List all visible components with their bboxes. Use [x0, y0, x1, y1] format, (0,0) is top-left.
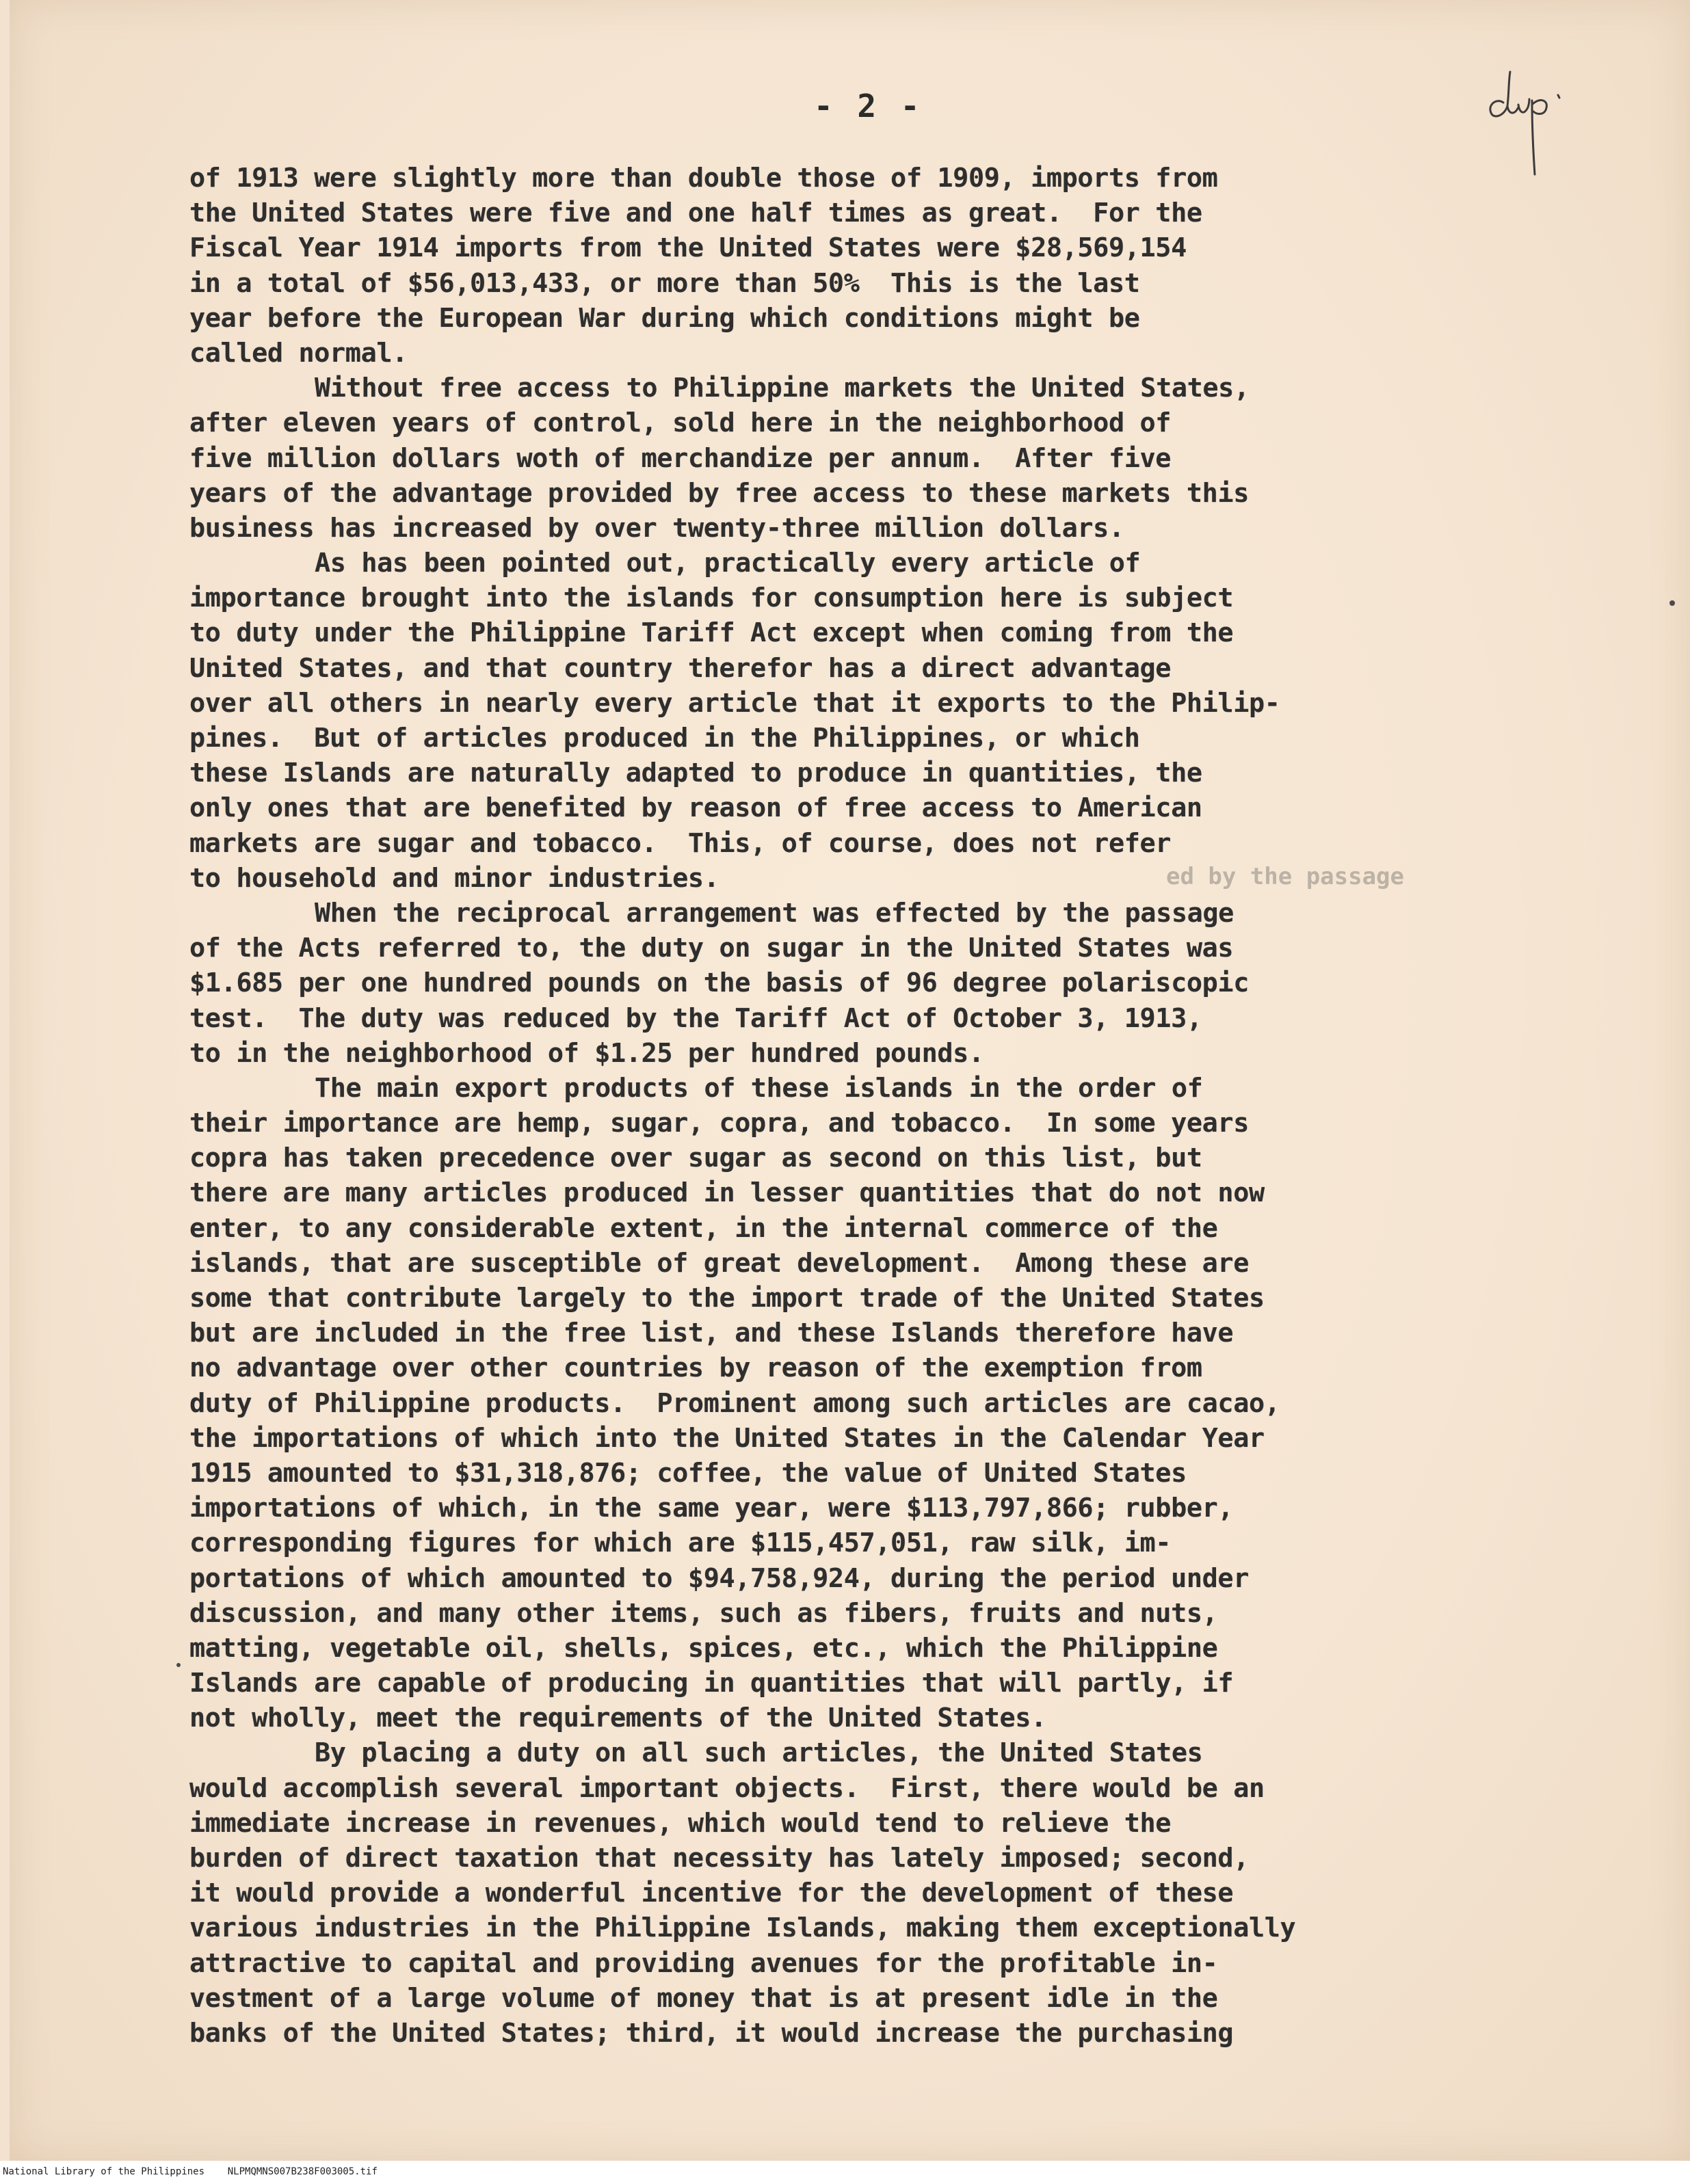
- text-line: no advantage over other countries by reason of the exemption from: [189, 1353, 1202, 1384]
- text-line: but are included in the free list, and these Islands therefore have: [189, 1318, 1234, 1349]
- text-line: discussion, and many other items, such as fibers, fruits and nuts,: [189, 1597, 1218, 1629]
- text-line: these Islands are naturally adapted to produce in quantities, the: [189, 758, 1202, 789]
- text-line: of 1913 were slightly more than double those of 1909, imports from: [189, 163, 1218, 194]
- text-line: vestment of a large volume of money that is at present idle in the: [189, 1982, 1218, 2014]
- text-line: over all others in nearly every article that it exports to the Philip-: [189, 687, 1280, 719]
- text-line: in a total of $56,013,433, or more than 50% This is the last: [189, 267, 1140, 299]
- margin-dot: [1669, 600, 1675, 606]
- text-line: the importations of which into the United States in the Calendar Year: [189, 1422, 1265, 1454]
- footer-source: National Library of the Philippines: [3, 2166, 205, 2177]
- text-line: year before the European War during which conditions might be: [189, 302, 1140, 334]
- text-line: banks of the United States; third, it would increase the purchasing: [189, 2017, 1234, 2049]
- typewritten-body: [189, 161, 1434, 2051]
- handwritten-annotation: [1484, 65, 1580, 181]
- text-line: As has been pointed out, practically every article of: [315, 548, 1141, 579]
- text-line: to household and minor industries.: [189, 862, 719, 894]
- text-line: importations of which, in the same year, were $113,797,866; rubber,: [189, 1493, 1234, 1524]
- text-line: Without free access to Philippine markets the United States,: [315, 373, 1250, 404]
- text-line: of the Acts referred to, the duty on sugar in the United States was: [189, 933, 1234, 964]
- text-line: immediate increase in revenues, which would tend to relieve the: [189, 1807, 1172, 1839]
- text-line: five million dollars woth of merchandize per annum. After five: [189, 442, 1172, 474]
- text-line: burden of direct taxation that necessity has lately imposed; second,: [189, 1843, 1249, 1874]
- text-line: portations of which amounted to $94,758,924, during the period under: [189, 1562, 1249, 1594]
- page-number: - 2 -: [814, 88, 923, 124]
- text-line: United States, and that country therefor has a direct advantage: [189, 652, 1172, 684]
- text-line: called normal.: [189, 337, 408, 369]
- text-line: would accomplish several important objects. First, there would be an: [189, 1772, 1265, 1804]
- text-line: Fiscal Year 1914 imports from the United States were $28,569,154: [189, 232, 1187, 264]
- text-line: markets are sugar and tobacco. This, of course, does not refer: [189, 827, 1172, 859]
- text-line: The main export products of these islands in the order of: [315, 1072, 1203, 1104]
- text-line: there are many articles produced in lesser quantities that do not now: [189, 1177, 1265, 1209]
- text-line: to in the neighborhood of $1.25 per hundred pounds.: [189, 1037, 984, 1069]
- text-line: only ones that are benefited by reason of free access to American: [189, 793, 1202, 824]
- text-line: their importance are hemp, sugar, copra, and tobacco. In some years: [189, 1108, 1249, 1139]
- text-line: islands, that are susceptible of great development. Among these are: [189, 1247, 1249, 1279]
- overstrike-text: ed by the passage: [1166, 863, 1404, 890]
- text-line: to duty under the Philippine Tariff Act except when coming from the: [189, 617, 1234, 649]
- text-line: corresponding figures for which are $115,457,051, raw silk, im-: [189, 1528, 1172, 1559]
- text-line: When the reciprocal arrangement was effected by the passage: [315, 897, 1234, 929]
- text-line: importance brought into the islands for consumption here is subject: [189, 583, 1234, 614]
- text-line: business has increased by over twenty-three million dollars.: [189, 512, 1124, 544]
- scan-footer-text: [3, 2166, 378, 2177]
- text-line: 1915 amounted to $31,318,876; coffee, the value of United States: [189, 1457, 1187, 1489]
- footer-filename: NLPMQMNS007B238F003005.tif: [227, 2166, 378, 2177]
- text-line: the United States were five and one half times as great. For the: [189, 198, 1202, 229]
- text-line: not wholly, meet the requirements of the United States.: [189, 1703, 1046, 1734]
- text-line: various industries in the Philippine Islands, making them exceptionally: [189, 1913, 1296, 1944]
- text-line: matting, vegetable oil, shells, spices, etc., which the Philippine: [189, 1632, 1218, 1664]
- text-line: it would provide a wonderful incentive for the development of these: [189, 1878, 1234, 1909]
- text-line: test. The duty was reduced by the Tariff Act of October 3, 1913,: [189, 1002, 1202, 1034]
- text-line: $1.685 per one hundred pounds on the basis of 96 degree polariscopic: [189, 968, 1249, 999]
- text-line: duty of Philippine products. Prominent among such articles are cacao,: [189, 1387, 1280, 1419]
- text-line: pines. But of articles produced in the Philippines, or which: [189, 723, 1140, 754]
- text-line: copra has taken precedence over sugar as second on this list, but: [189, 1143, 1202, 1174]
- text-line: some that contribute largely to the import trade of the United States: [189, 1283, 1265, 1314]
- text-line: after eleven years of control, sold here in the neighborhood of: [189, 408, 1172, 439]
- text-line: attractive to capital and providing avenues for the profitable in-: [189, 1947, 1218, 1979]
- text-line: By placing a duty on all such articles, the United States: [315, 1737, 1203, 1769]
- text-line: enter, to any considerable extent, in the internal commerce of the: [189, 1212, 1218, 1244]
- text-line: Islands are capable of producing in quantities that will partly, if: [189, 1668, 1234, 1699]
- text-line: years of the advantage provided by free access to these markets this: [189, 477, 1249, 509]
- margin-dot: [176, 1663, 181, 1667]
